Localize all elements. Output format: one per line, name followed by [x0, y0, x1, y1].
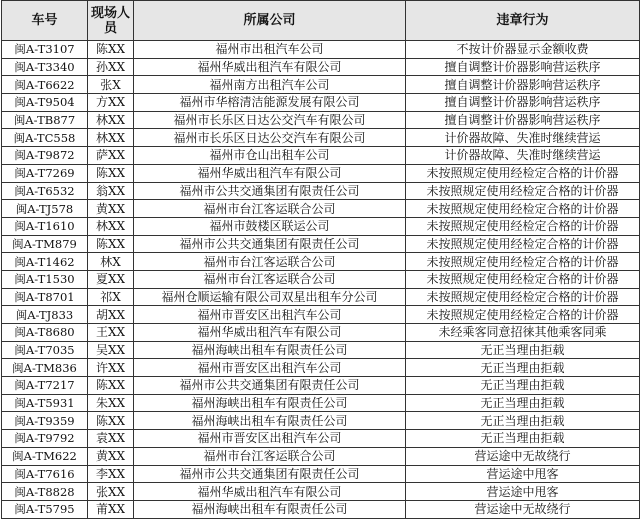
table-row — [2, 341, 640, 359]
cell-violation: 营运途中甩客 — [406, 483, 640, 501]
cell-company: 福州华威出租汽车有限公司 — [134, 164, 406, 182]
cell-staff: 林X — [88, 253, 134, 271]
cell-company: 福州华威出租汽车有限公司 — [134, 58, 406, 76]
cell-plate: 闽A-T9792 — [2, 430, 88, 448]
cell-staff: 陈XX — [88, 412, 134, 430]
cell-violation: 未按照规定使用经检定合格的计价器 — [406, 217, 640, 235]
cell-plate: 闽A-TB877 — [2, 111, 88, 129]
cell-plate: 闽A-T1610 — [2, 217, 88, 235]
header-violation: 违章行为 — [406, 1, 640, 41]
violations-table — [1, 0, 640, 519]
cell-company: 福州海峡出租车有限责任公司 — [134, 500, 406, 518]
table-row — [2, 465, 640, 483]
cell-plate: 闽A-T7217 — [2, 377, 88, 395]
cell-company: 福州市公共交通集团有限责任公司 — [134, 465, 406, 483]
cell-company: 福州市公共交通集团有限责任公司 — [134, 182, 406, 200]
table-row — [2, 500, 640, 518]
cell-company: 福州市晋安区出租汽车公司 — [134, 430, 406, 448]
table-row — [2, 377, 640, 395]
cell-company: 福州市仓山出租车公司 — [134, 147, 406, 165]
cell-plate: 闽A-TM879 — [2, 235, 88, 253]
cell-staff: 许XX — [88, 359, 134, 377]
cell-plate: 闽A-TC558 — [2, 129, 88, 147]
cell-staff: 莆XX — [88, 500, 134, 518]
cell-staff: 林XX — [88, 129, 134, 147]
cell-company: 福州市晋安区出租汽车公司 — [134, 359, 406, 377]
cell-company: 福州市台江客运联合公司 — [134, 253, 406, 271]
cell-staff: 胡XX — [88, 306, 134, 324]
cell-plate: 闽A-T6532 — [2, 182, 88, 200]
table-row — [2, 306, 640, 324]
cell-plate: 闽A-T6622 — [2, 76, 88, 94]
cell-company: 福州海峡出租车有限责任公司 — [134, 412, 406, 430]
cell-violation: 未按照规定使用经检定合格的计价器 — [406, 288, 640, 306]
cell-violation: 未按照规定使用经检定合格的计价器 — [406, 182, 640, 200]
cell-staff: 王XX — [88, 324, 134, 342]
cell-staff: 黄XX — [88, 200, 134, 218]
cell-violation: 未按照规定使用经检定合格的计价器 — [406, 235, 640, 253]
table-row — [2, 430, 640, 448]
cell-violation: 营运途中无故绕行 — [406, 447, 640, 465]
cell-plate: 闽A-T8701 — [2, 288, 88, 306]
cell-staff: 翁XX — [88, 182, 134, 200]
table-row — [2, 94, 640, 112]
cell-staff: 陈XX — [88, 164, 134, 182]
header-row — [2, 1, 640, 41]
cell-plate: 闽A-T3107 — [2, 41, 88, 59]
cell-violation: 无正当理由拒载 — [406, 341, 640, 359]
cell-company: 福州海峡出租车有限责任公司 — [134, 394, 406, 412]
cell-company: 福州市公共交通集团有限责任公司 — [134, 377, 406, 395]
cell-plate: 闽A-TJ578 — [2, 200, 88, 218]
cell-violation: 擅自调整计价器影响营运秩序 — [406, 58, 640, 76]
cell-company: 福州海峡出租车有限责任公司 — [134, 341, 406, 359]
cell-staff: 陈XX — [88, 41, 134, 59]
cell-staff: 夏XX — [88, 270, 134, 288]
header-company: 所属公司 — [134, 1, 406, 41]
cell-staff: 萨XX — [88, 147, 134, 165]
cell-violation: 擅自调整计价器影响营运秩序 — [406, 94, 640, 112]
cell-plate: 闽A-T8828 — [2, 483, 88, 501]
cell-staff: 张XX — [88, 483, 134, 501]
cell-violation: 未按照规定使用经检定合格的计价器 — [406, 164, 640, 182]
cell-violation: 不按计价器显示金额收费 — [406, 41, 640, 59]
cell-violation: 未按照规定使用经检定合格的计价器 — [406, 253, 640, 271]
cell-plate: 闽A-T9359 — [2, 412, 88, 430]
cell-plate: 闽A-T8680 — [2, 324, 88, 342]
cell-staff: 林XX — [88, 217, 134, 235]
cell-company: 福州仓顺运输有限公司双星出租车分公司 — [134, 288, 406, 306]
cell-staff: 陈XX — [88, 235, 134, 253]
cell-violation: 无正当理由拒载 — [406, 377, 640, 395]
header-staff: 现场人员 — [88, 1, 134, 41]
cell-company: 福州市长乐区日达公交汽车有限公司 — [134, 129, 406, 147]
cell-staff: 孙XX — [88, 58, 134, 76]
table-row — [2, 217, 640, 235]
cell-violation: 计价器故障、失准时继续营运 — [406, 147, 640, 165]
table-row — [2, 200, 640, 218]
cell-violation: 无正当理由拒载 — [406, 412, 640, 430]
cell-violation: 未按照规定使用经检定合格的计价器 — [406, 270, 640, 288]
cell-violation: 未按照规定使用经检定合格的计价器 — [406, 306, 640, 324]
cell-company: 福州市晋安区出租汽车公司 — [134, 306, 406, 324]
table-row — [2, 164, 640, 182]
cell-plate: 闽A-T9504 — [2, 94, 88, 112]
table-row — [2, 58, 640, 76]
table-row — [2, 412, 640, 430]
cell-plate: 闽A-T1462 — [2, 253, 88, 271]
cell-violation: 营运途中甩客 — [406, 465, 640, 483]
cell-staff: 黄XX — [88, 447, 134, 465]
table-row — [2, 41, 640, 59]
table-row — [2, 447, 640, 465]
cell-staff: 李XX — [88, 465, 134, 483]
table-row — [2, 129, 640, 147]
cell-plate: 闽A-T7035 — [2, 341, 88, 359]
cell-plate: 闽A-T9872 — [2, 147, 88, 165]
table-row — [2, 394, 640, 412]
cell-company: 福州市公共交通集团有限责任公司 — [134, 235, 406, 253]
cell-violation: 未经乘客同意招徕其他乘客同乘 — [406, 324, 640, 342]
cell-company: 福州华威出租汽车有限公司 — [134, 324, 406, 342]
table-row — [2, 76, 640, 94]
cell-plate: 闽A-T7269 — [2, 164, 88, 182]
cell-staff: 方XX — [88, 94, 134, 112]
cell-company: 福州华威出租汽车有限公司 — [134, 483, 406, 501]
cell-company: 福州市台江客运联合公司 — [134, 200, 406, 218]
table-row — [2, 111, 640, 129]
cell-staff: 祁X — [88, 288, 134, 306]
cell-company: 福州市华榕清洁能源发展有限公司 — [134, 94, 406, 112]
table-row — [2, 182, 640, 200]
table-row — [2, 324, 640, 342]
table-body — [2, 41, 640, 519]
table-row — [2, 147, 640, 165]
cell-violation: 营运途中无故绕行 — [406, 500, 640, 518]
table-row — [2, 483, 640, 501]
cell-plate: 闽A-TM622 — [2, 447, 88, 465]
table-row — [2, 288, 640, 306]
cell-plate: 闽A-T7616 — [2, 465, 88, 483]
cell-staff: 陈XX — [88, 377, 134, 395]
cell-company: 福州南方出租汽车公司 — [134, 76, 406, 94]
cell-violation: 计价器故障、失准时继续营运 — [406, 129, 640, 147]
cell-plate: 闽A-TJ833 — [2, 306, 88, 324]
cell-plate: 闽A-T5931 — [2, 394, 88, 412]
header-plate: 车号 — [2, 1, 88, 41]
cell-staff: 张X — [88, 76, 134, 94]
cell-staff: 朱XX — [88, 394, 134, 412]
table-row — [2, 253, 640, 271]
cell-violation: 擅自调整计价器影响营运秩序 — [406, 111, 640, 129]
cell-violation: 无正当理由拒载 — [406, 430, 640, 448]
cell-company: 福州市出租汽车公司 — [134, 41, 406, 59]
cell-company: 福州市台江客运联合公司 — [134, 270, 406, 288]
cell-violation: 无正当理由拒载 — [406, 394, 640, 412]
table-row — [2, 270, 640, 288]
cell-plate: 闽A-TM836 — [2, 359, 88, 377]
cell-plate: 闽A-T3340 — [2, 58, 88, 76]
cell-staff: 吴XX — [88, 341, 134, 359]
cell-plate: 闽A-T5795 — [2, 500, 88, 518]
cell-staff: 林XX — [88, 111, 134, 129]
cell-company: 福州市鼓楼区联运公司 — [134, 217, 406, 235]
cell-violation: 擅自调整计价器影响营运秩序 — [406, 76, 640, 94]
table-row — [2, 359, 640, 377]
cell-violation: 未按照规定使用经检定合格的计价器 — [406, 200, 640, 218]
cell-plate: 闽A-T1530 — [2, 270, 88, 288]
cell-staff: 袁XX — [88, 430, 134, 448]
table-row — [2, 235, 640, 253]
cell-violation: 无正当理由拒载 — [406, 359, 640, 377]
cell-company: 福州市长乐区日达公交汽车有限公司 — [134, 111, 406, 129]
cell-company: 福州市台江客运联合公司 — [134, 447, 406, 465]
